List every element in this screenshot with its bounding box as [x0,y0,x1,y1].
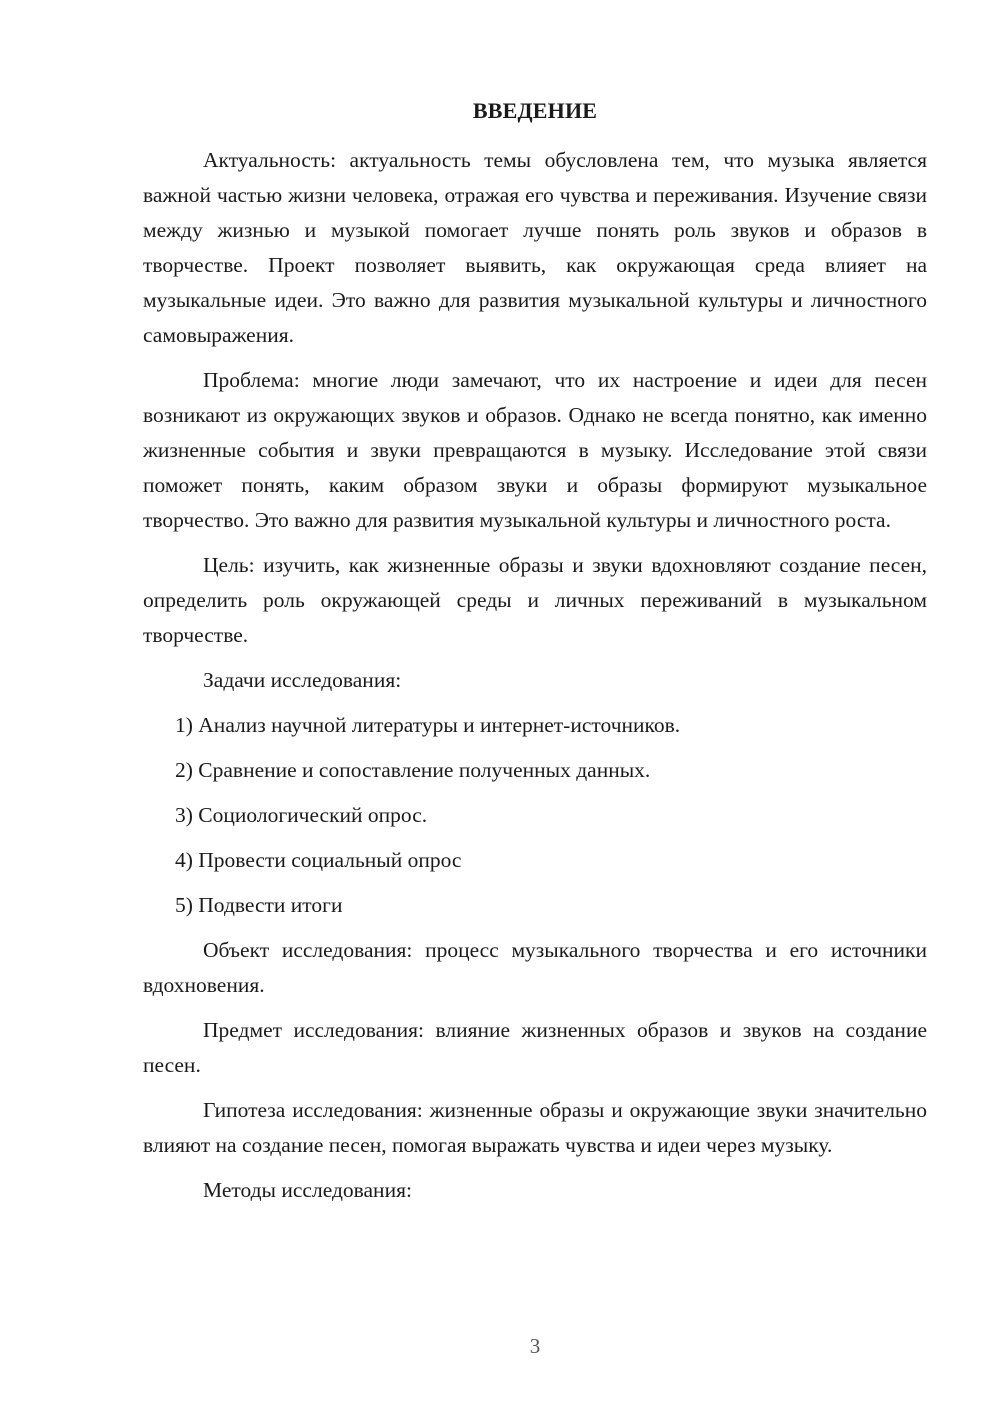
methods-heading: Методы исследования: [203,1178,412,1202]
paragraph-goal: Цель: изучить, как жизненные образы и звуки вдохновляют создание песен, определить роль окружающей среды и личных переживаний в музыкальном творчестве. [143,553,927,647]
page-title: ВВЕДЕНИЕ [472,98,598,123]
paragraph-problem: Проблема: многие люди замечают, что их настроение и идеи для песен возникают из окружающих звуков и образов. Однако не всегда понятно, как именно жизненные события и звуки превращаются в музыку. Исследование этой связи поможет понять, каким образом звуки и образы формируют музыкальное творчество. Это важно для развития музыкальной культуры и личностного роста. [143,368,927,532]
list-item: 2) Сравнение и сопоставление полученных данных. [175,758,651,782]
document-body [143,143,927,1218]
list-item: 3) Социологический опрос. [175,803,428,827]
list-item: 4) Провести социальный опрос [175,848,462,872]
list-item: 5) Подвести итоги [175,893,343,917]
paragraph-subject: Предмет исследования: влияние жизненных образов и звуков на создание песен. [143,1018,927,1077]
page-number: 3 [529,1334,541,1358]
tasks-heading: Задачи исследования: [203,668,402,692]
tasks-list [143,708,927,923]
list-item: 1) Анализ научной литературы и интернет-источников. [175,713,681,737]
paragraph-object: Объект исследования: процесс музыкального творчества и его источники вдохновения. [143,938,927,997]
paragraph-hypothesis: Гипотеза исследования: жизненные образы и окружающие звуки значительно влияют на создание песен, помогая выражать чувства и идеи через музыку. [143,1098,927,1157]
paragraph-relevance: Актуальность: актуальность темы обусловлена тем, что музыка является важной частью жизни человека, отражая его чувства и переживания. Изучение связи между жизнью и музыкой помогает лучше понять роль звуков и образов в творчестве. Проект позволяет выявить, как окружающая среда влияет на музыкальные идеи. Это важно для развития музыкальной культуры и личностного самовыражения. [143,148,927,347]
